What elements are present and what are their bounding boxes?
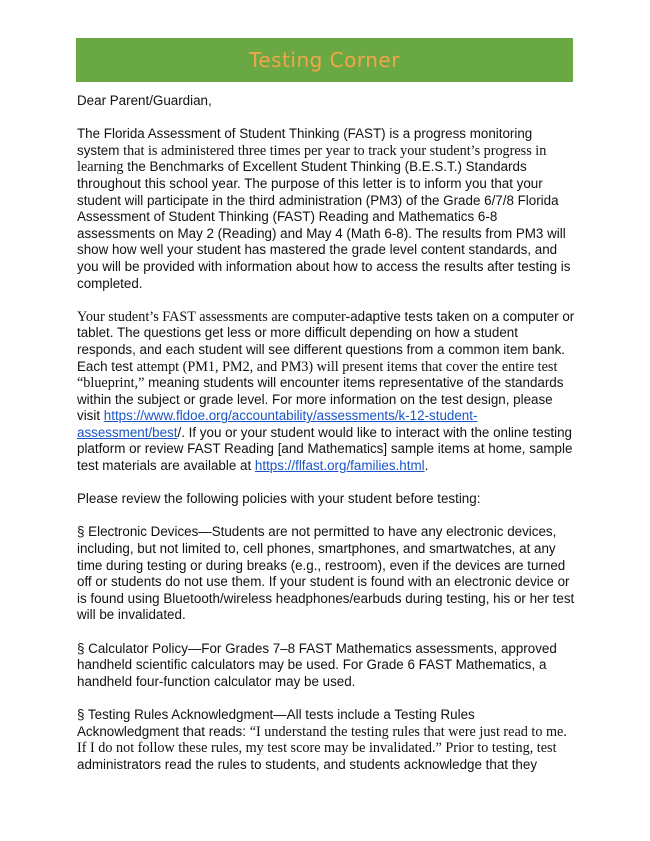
fldoe-best-link[interactable]: https://www.fldoe.org/accountability/assessments/k-12-student-assessment/best <box>77 408 478 440</box>
paragraph-intro-part-b: that is administered three times per year to track your student’s progress in learning <box>77 142 547 176</box>
policy-calculator-text: For Grades 7–8 FAST Mathematics assessments, approved handheld scientific calculators may be used. For Grade 6 FAST Mathematics, a handheld four-function calculator may be used. <box>77 640 557 689</box>
policy-devices-heading: § Electronic Devices— <box>77 524 212 540</box>
paragraph-assessment-part-e: /. If you or your student would like to interact with the online testing platform or review FAST Reading [and Mathematics] sample items at home, sample test materials are available at <box>77 424 573 474</box>
paragraph-assessment-info <box>77 309 577 475</box>
paragraph-assessment-part-a: Your student’s FAST assessments are computer- <box>77 308 351 325</box>
policy-devices-text: Students are not permitted to have any electronic devices, including, but not limited to, cell phones, smartphones, and smartwatches, at any time during testing or during breaks (e.g., restroom), even if the devices are turned off or students do not use them. If your student is found with an electronic device or is found using Bluetooth/wireless headphones/earbuds during testing, his or her test will be invalidated. <box>77 524 575 623</box>
policy-electronic-devices <box>77 524 577 624</box>
letter-body <box>77 93 577 790</box>
policy-testing-rules <box>77 707 577 773</box>
paragraph-intro <box>77 126 577 292</box>
paragraph-assessment-part-c: attempt (PM1, PM2, and PM3) will present items that cover the entire test “blueprint,” <box>77 358 558 392</box>
policy-rules-text-b: “I understand the testing rules that were just read to me. If I do not follow these rules, my test score may be invalidated.” Prior to testing, test <box>77 723 567 757</box>
paragraph-assessment-part-f: . <box>424 458 429 474</box>
policy-calculator-heading: § Calculator Policy— <box>77 640 202 656</box>
paragraph-assessment-part-b: adaptive tests taken on a computer or tablet. The questions get less or more difficult depending on how a student responds, and each student will see different questions from a common item bank. Each test <box>77 308 575 374</box>
policy-rules-text-a: All tests include a Testing Rules Acknowledgment that reads: <box>77 706 475 739</box>
greeting: Dear Parent/Guardian, <box>77 93 212 108</box>
policy-rules-heading: § Testing Rules Acknowledgment— <box>77 706 287 722</box>
policies-intro: Please review the following policies with your student before testing: <box>77 491 481 507</box>
policy-rules-text-c: administrators read the rules to students, and students acknowledge that they <box>77 756 538 772</box>
paragraph-intro-part-c: the Benchmarks of Excellent Student Thinking (B.E.S.T.) Standards throughout this school year. The purpose of this letter is to inform you that your student will participate in the third administration (PM3) of the Grade 6/7/8 Florida Assessment of Student Thinking (FAST) Reading and Mathematics 6-8 assessments on May 2 (Reading) and May 4 (Math 6-8). The results from PM3 will show how well your student has mastered the grade level content standards, and you will be provided with information about how to access the results after testing is completed. <box>77 159 571 291</box>
paragraph-assessment-part-d: meaning students will encounter items representative of the standards within the subject or grade level. For more information on the test design, please visit <box>77 375 564 424</box>
testing-corner-banner <box>76 38 573 82</box>
flfast-families-link[interactable]: https://flfast.org/families.html <box>254 458 425 474</box>
banner-title: Testing Corner <box>249 48 400 72</box>
policy-calculator <box>77 641 577 691</box>
paragraph-intro-part-a: The Florida Assessment of Student Thinking (FAST) is a progress monitoring system <box>77 126 533 158</box>
